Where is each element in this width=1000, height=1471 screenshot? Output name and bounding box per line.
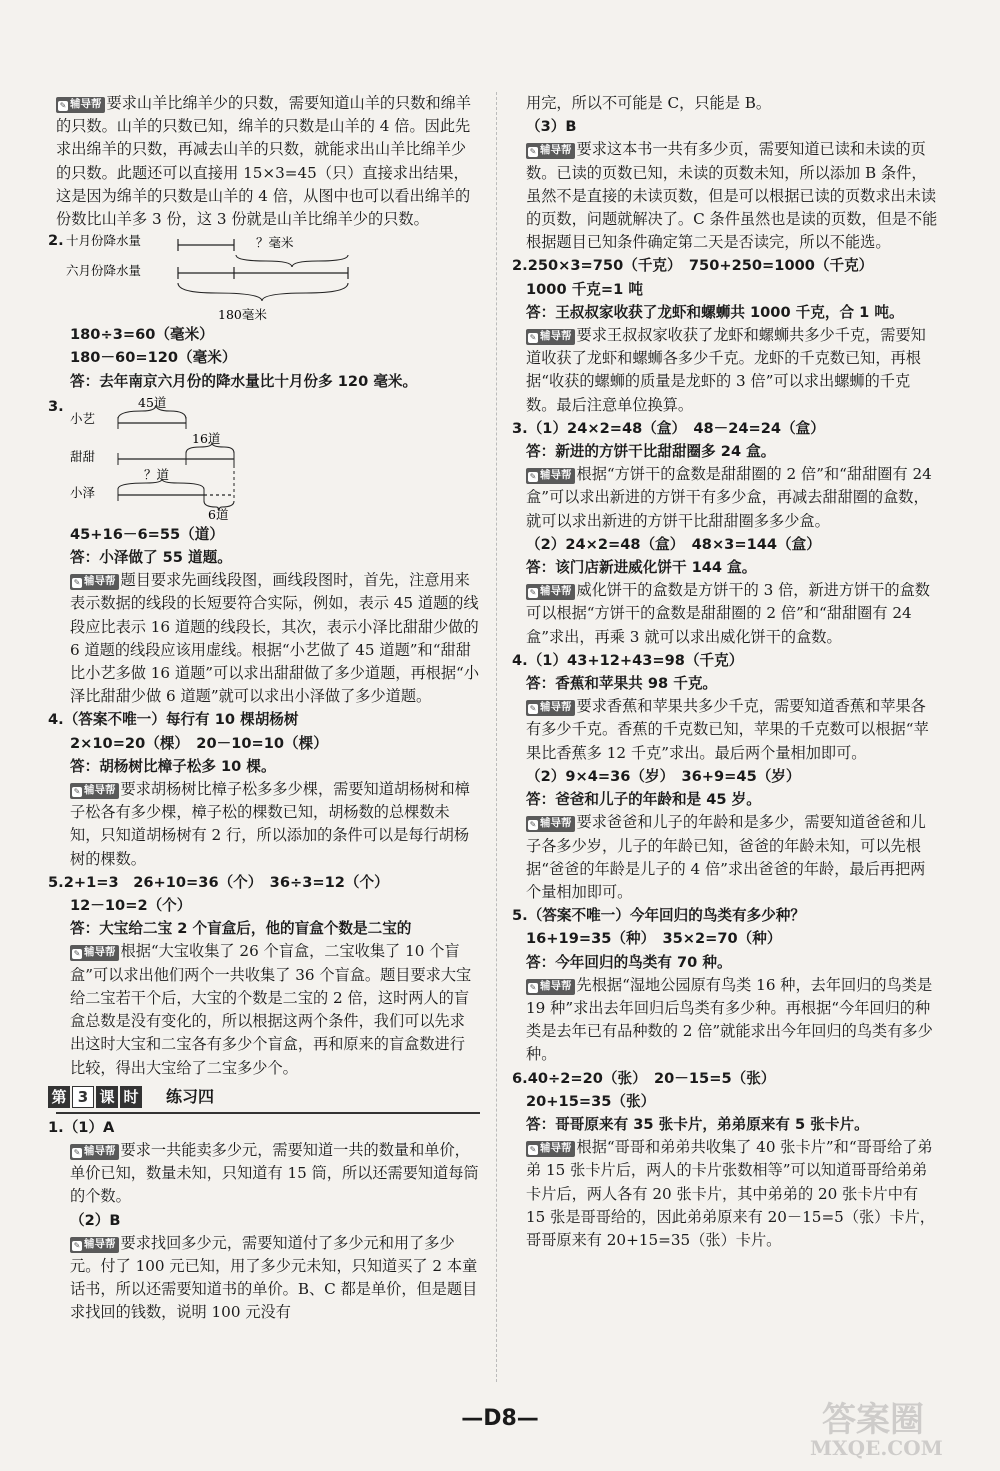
r5-answer: 答：今年回归的鸟类有 70 种。 xyxy=(526,953,732,971)
helper-badge: ✎ 辅导帮 xyxy=(526,468,575,484)
label-16: 16道 xyxy=(192,430,221,446)
r3-step2: （2）24×2=48（盒） 48×3=144（盒） xyxy=(526,535,821,553)
e1-part3: （3）B xyxy=(526,118,577,136)
r3-answer1: 答：新进的方饼干比甜甜圈多 24 盒。 xyxy=(526,443,776,461)
helper-note: ✎ 辅导帮 要求找回多少元，需要知道付了多少元和用了多少元。付了 100 元已知，用了多少元未知，只知道买了 2 本童话书，所以还需要知道书的单价。B、C 都是单价，但是题目求找回的钱数，说明 100 元没有 xyxy=(70,1233,478,1322)
q2-diagram xyxy=(48,231,480,323)
question-number: 3. xyxy=(48,397,64,415)
q5-title: 5.2+1=3 26+10=36（个） 36÷3=12（个） xyxy=(48,873,389,891)
q4-answer: 答：胡杨树比樟子松多 10 棵。 xyxy=(70,757,276,775)
watermark-url: MXQE.COM xyxy=(810,1436,943,1460)
watermark-text: 答案圈 xyxy=(822,1400,924,1440)
r2-answer: 答：王叔叔家收获了龙虾和螺蛳共 1000 千克，合 1 吨。 xyxy=(526,303,904,321)
r4-step2: （2）9×4=36（岁） 36+9=45（岁） xyxy=(526,767,801,785)
book-icon: ✎ xyxy=(529,704,537,714)
right-column xyxy=(512,92,940,1252)
helper-note: ✎ 辅导帮 要求山羊比绵羊少的只数，需要知道山羊的只数和绵羊的只数。山羊的只数已知，绵羊的只数是山羊的 4 倍。因此先求出绵羊的只数，再减去山羊的只数，就能求出山羊比绵羊少的只数。此题还可以直接用 15×3=45（只）直接求出结果，这是因为绵羊的只数是山羊的 4 倍，从图中也可以看出绵羊的份数比山羊多 3 份，这 3 份就是山羊比绵羊少的只数。 xyxy=(56,94,471,229)
book-icon: ✎ xyxy=(59,101,67,110)
helper-note: ✎ 辅导帮 要求爸爸和儿子的年龄和是多少，需要知道爸爸和儿子各多少岁，儿子的年龄已知，爸爸的年龄未知，可以先根据“爸爸的年龄是儿子的 4 倍”求出爸爸的年龄，最后再把两个量相加即可。 xyxy=(526,813,926,901)
helper-badge: ✎ 辅导帮 xyxy=(56,97,105,113)
helper-badge: ✎ 辅导帮 xyxy=(526,1141,575,1157)
label-xiaoyi: 小艺 xyxy=(70,410,96,426)
label-june: 六月份降水量 xyxy=(66,263,142,279)
r5-step: 16+19=35（种） 35×2=70（种） xyxy=(526,930,782,948)
label-question: ？道 xyxy=(144,466,170,482)
r4-step1: 4.（1）43+12+43=98（千克） xyxy=(512,651,744,669)
helper-badge: ✎ 辅导帮 xyxy=(526,329,575,345)
helper-note: ✎ 辅导帮 要求王叔叔家收获了龙虾和螺蛳共多少千克，需要知道收获了龙虾和螺蛳各多少千克。龙虾的千克数已知，再根据“收获的螺蛳的质量是龙虾的 3 倍”可以求出螺蛳的千克数。最后注意单位换算。 xyxy=(526,326,926,414)
book-icon: ✎ xyxy=(529,1145,537,1155)
question-number: 2. xyxy=(48,232,64,250)
r3-answer2: 答：该门店新进威化饼干 144 盒。 xyxy=(526,559,757,577)
lesson-char-2: 课 xyxy=(96,1086,118,1108)
book-icon: ✎ xyxy=(73,949,81,959)
helper-badge: ✎ 辅导帮 xyxy=(526,816,575,832)
helper-badge: ✎ 辅导帮 xyxy=(70,1237,119,1253)
q5-answer: 答：大宝给二宝 2 个盲盒后，他的盲盒个数是二宝的 xyxy=(70,920,412,938)
r2-step2: 1000 千克=1 吨 xyxy=(526,280,643,298)
r4-answer1: 答：香蕉和苹果共 98 千克。 xyxy=(526,675,718,693)
page-number: —D8— xyxy=(461,1406,539,1431)
book-icon: ✎ xyxy=(529,982,537,992)
lesson-title: 练习四 xyxy=(166,1086,215,1106)
column-divider xyxy=(496,92,497,1382)
helper-note: ✎ 辅导帮 威化饼干的盒数是方饼干的 3 倍，新进方饼干的盒数可以根据“方饼干的盒数是甜甜圈的 2 倍”和“甜甜圈有 24 盒”求出，再乘 3 就可以求出威化饼干的盒数。 xyxy=(526,581,930,646)
q5-step: 12－10=2（个） xyxy=(70,897,192,915)
book-icon: ✎ xyxy=(529,147,537,157)
q3-line-diagram xyxy=(66,393,326,523)
helper-note: ✎ 辅导帮 要求这本书一共有多少页，需要知道已读和未读的页数。已读的页数已知，未读的页数未知，所以添加 B 条件，虽然不是直接的未读页数，但是可以根据已读的页数求出未读的页数，问题就解决了。C 条件虽然也是读的页数，但是不能根据题目已知条件确定第二天是否读完，所以不能选。 xyxy=(526,140,938,252)
book-icon: ✎ xyxy=(529,820,537,830)
helper-note: ✎ 辅导帮 要求香蕉和苹果共多少千克，需要知道香蕉和苹果各有多少千克。香蕉的千克数已知，苹果的千克数可以根据“苹果比香蕉多 12 千克”求出。最后两个量相加即可。 xyxy=(526,697,929,762)
label-question-mm: ？毫米 xyxy=(256,235,294,251)
helper-note: ✎ 辅导帮 根据“方饼干的盒数是甜甜圈的 2 倍”和“甜甜圈有 24 盒”可以求出新进的方饼干有多少盒，再减去甜甜圈的盒数，就可以求出新进的方饼干比甜甜圈多多少盒。 xyxy=(526,465,932,530)
label-total-180: 180毫米 xyxy=(218,307,267,323)
q3-diagram xyxy=(48,393,480,523)
q4-step: 2×10=20（棵） 20－10=10（棵） xyxy=(70,734,328,752)
r4-answer2: 答：爸爸和儿子的年龄和是 45 岁。 xyxy=(526,791,761,809)
helper-badge: ✎ 辅导帮 xyxy=(526,700,575,716)
helper-note: ✎ 辅导帮 先根据“湿地公园原有鸟类 16 种，去年回归的鸟类是 19 种”求出去年回归后鸟类有多少种。再根据“今年回归的种类是去年已有品种数的 2 倍”就能求出今年回归的鸟类有多少种。 xyxy=(526,975,933,1064)
q4-title: 4.（答案不唯一）每行有 10 棵胡杨树 xyxy=(48,711,299,729)
helper-badge: ✎ 辅导帮 xyxy=(70,1144,119,1160)
helper-note: ✎ 辅导帮 根据“大宝收集了 26 个盲盒，二宝收集了 10 个盲盒”可以求出他们两个一共收集了 36 个盲盒。题目要求大宝给二宝若干个后，大宝的个数是二宝的 2 倍，这时两人的盲盒总数是没有变化的，所以根据这两个条件，我们可以先求出这时大宝和二宝各有多少个盲盒，再和原来的盲盒数进行比较，得出大宝给了二宝多少个。 xyxy=(70,942,472,1077)
helper-note: ✎ 辅导帮 根据“哥哥和弟弟共收集了 40 张卡片”和“哥哥给了弟弟 15 张卡片后，两人的卡片张数相等”可以知道哥哥给弟弟卡片后，两人各有 20 张卡片，其中弟弟的 20 张卡片中有 15 张是哥哥给的，因此弟弟原来有 20－15=5（张）卡片，哥哥原来有 20+15=35（张）卡片。 xyxy=(526,1138,935,1249)
lesson-header xyxy=(51,1084,480,1114)
lesson-char-3: 时 xyxy=(120,1086,142,1108)
helper-badge: ✎ 辅导帮 xyxy=(70,574,119,590)
q3-answer: 答：小泽做了 55 道题。 xyxy=(70,549,232,567)
helper-badge: ✎ 辅导帮 xyxy=(526,979,575,995)
helper-note: ✎ 辅导帮 题目要求先画线段图，画线段图时，首先，注意用来表示数据的线段的长短要符合实际，例如，表示 45 道题的线段应比表示 16 道题的线段长，其次，表示小泽比甜甜少做的 6 道题的线段应该用虚线。根据“小艺做了 45 道题”和“甜甜比小艺多做 16 道题”可以求出甜甜做了多少道题，再根据“小泽比甜甜少做 6 道题”就可以求出小泽做了多少道题。 xyxy=(70,571,480,706)
lesson-char-1: 第 xyxy=(48,1086,70,1108)
label-6: 6道 xyxy=(208,506,229,522)
r3-step1: 3.（1）24×2=48（盒） 48－24=24（盒） xyxy=(512,419,825,437)
continued-text: 用完，所以不可能是 C，只能是 B。 xyxy=(526,94,772,112)
r6-answer: 答：哥哥原来有 35 张卡片，弟弟原来有 5 张卡片。 xyxy=(526,1115,869,1133)
book-icon: ✎ xyxy=(73,1240,81,1250)
lesson-number: 3 xyxy=(72,1086,94,1108)
helper-badge: ✎ 辅导帮 xyxy=(70,945,119,961)
book-icon: ✎ xyxy=(529,472,537,482)
q2-step1: 180÷3=60（毫米） xyxy=(70,326,214,344)
r6-step2: 20+15=35（张） xyxy=(526,1092,656,1110)
helper-badge: ✎ 辅导帮 xyxy=(526,143,575,159)
e1-part2: （2）B xyxy=(70,1211,121,1229)
helper-badge: ✎ 辅导帮 xyxy=(70,783,119,799)
label-xiaoze: 小泽 xyxy=(70,484,96,500)
label-tiantian: 甜甜 xyxy=(70,448,96,464)
left-column xyxy=(48,92,480,1325)
label-october: 十月份降水量 xyxy=(66,233,142,249)
r5-title: 5.（答案不唯一）今年回归的鸟类有多少种？ xyxy=(512,907,805,925)
book-icon: ✎ xyxy=(73,1147,81,1157)
r2-step1: 2.250×3=750（千克） 750+250=1000（千克） xyxy=(512,257,874,275)
book-icon: ✎ xyxy=(73,787,81,797)
book-icon: ✎ xyxy=(529,588,537,598)
q2-step2: 180－60=120（毫米） xyxy=(70,349,237,367)
label-45: 45道 xyxy=(138,394,167,410)
helper-note: ✎ 辅导帮 要求一共能卖多少元，需要知道一共的数量和单价，单价已知，数量未知，只知道有 15 筒，所以还需要知道每筒的个数。 xyxy=(70,1140,479,1206)
e1-part1: 1.（1）A xyxy=(48,1118,115,1136)
book-icon: ✎ xyxy=(73,578,81,588)
book-icon: ✎ xyxy=(529,333,537,343)
watermark-logo xyxy=(802,1391,982,1461)
q2-answer: 答：去年南京六月份的降水量比十月份多 120 毫米。 xyxy=(70,372,418,390)
helper-note: ✎ 辅导帮 要求胡杨树比樟子松多多少棵，需要知道胡杨树和樟子松各有多少棵，樟子松的棵数已知，胡杨数的总棵数未知，只知道胡杨树有 2 行，所以添加的条件可以是每行胡杨树的棵数。 xyxy=(70,780,470,868)
r6-step1: 6.40÷2=20（张） 20－15=5（张） xyxy=(512,1069,776,1087)
helper-badge: ✎ 辅导帮 xyxy=(526,584,575,600)
q3-step1: 45+16－6=55（道） xyxy=(70,525,224,543)
q2-line-diagram xyxy=(66,231,366,323)
